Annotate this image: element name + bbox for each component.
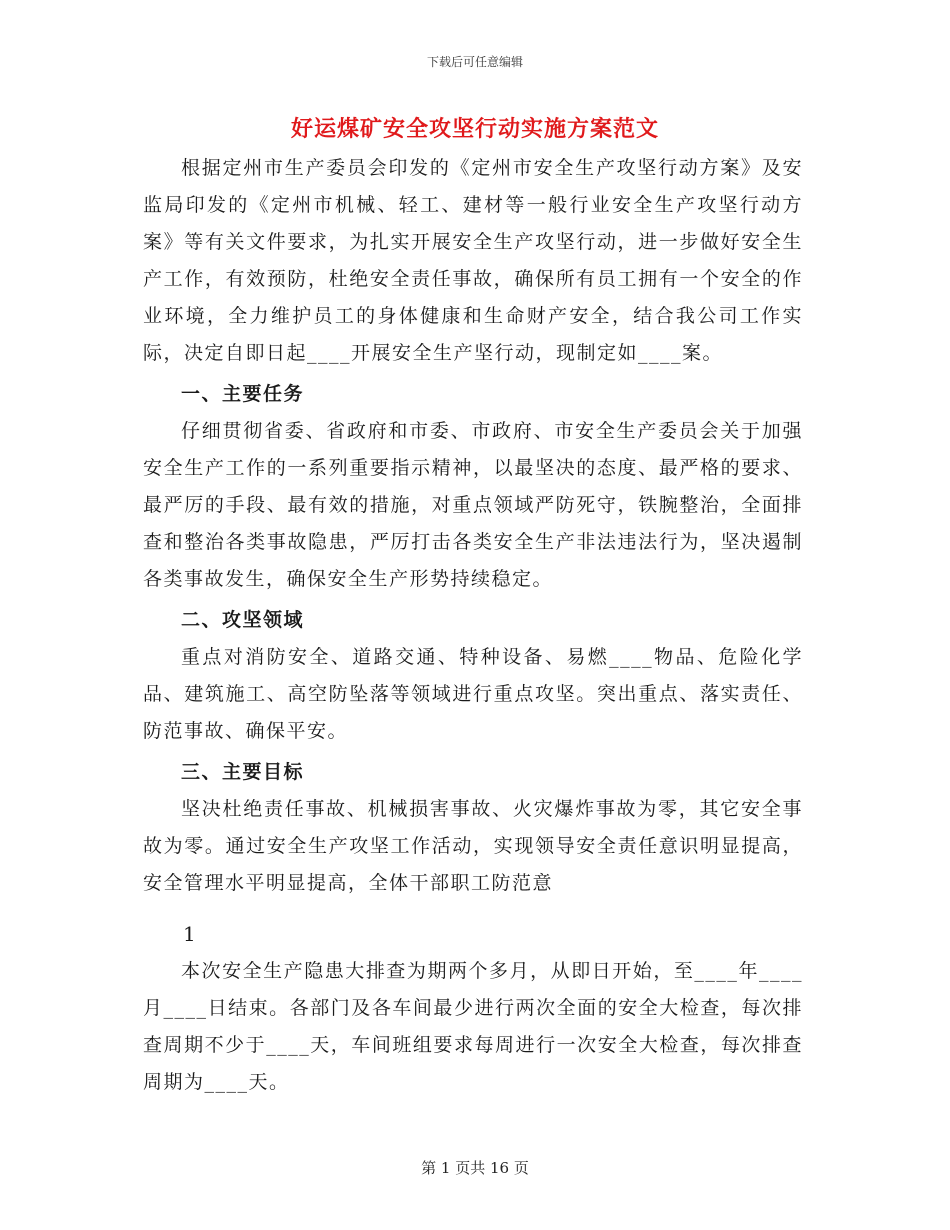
intro-paragraph: 根据定州市生产委员会印发的《定州市安全生产攻坚行动方案》及安监局印发的《定州市机械、轻工、建材等一般行业安全生产攻坚行动方案》等有关文件要求，为扎实开展安全生产攻坚行动，进一步做好安全生产工作，有效预防，杜绝安全责任事故，确保所有员工拥有一个安全的作业环境，全力维护员工的身体健康和生命财产安全，结合我公司工作实际，决定自即日起____开展安全生产坚行动，现制定如____案。 [143, 157, 803, 364]
page-footer: 第 1 页共 16 页 [421, 1159, 529, 1177]
header-note: 下载后可任意编辑 [426, 55, 523, 69]
page-marker: 1 [183, 922, 198, 946]
document-title: 好运煤矿安全攻坚行动实施方案范文 [290, 116, 659, 142]
section-text-fields: 重点对消防安全、道路交通、特种设备、易燃____物品、危险化学品、建筑施工、高空防坠落等领域进行重点攻坚。突出重点、落实责任、防范事故、确保平安。 [143, 646, 803, 742]
section-heading-goals: 三、主要目标 [181, 761, 305, 783]
closing-paragraph: 本次安全生产隐患大排查为期两个多月，从即日开始，至____年____月____日结束。各部门及各车间最少进行两次全面的安全大检查，每次排查周期不少于____天，车间班组要求每周进行一次安全大检查，每次排查周期为____天。 [143, 960, 803, 1093]
section-heading-tasks: 一、主要任务 [181, 383, 305, 405]
section-text-goals: 坚决杜绝责任事故、机械损害事故、火灾爆炸事故为零，其它安全事故为零。通过安全生产攻坚工作活动，实现领导安全责任意识明显提高，安全管理水平明显提高，全体干部职工防范意 [143, 798, 803, 894]
section-heading-fields: 二、攻坚领域 [181, 609, 305, 631]
document-body [143, 150, 803, 1101]
section-text-tasks: 仔细贯彻省委、省政府和市委、市政府、市安全生产委员会关于加强安全生产工作的一系列重要指示精神，以最坚决的态度、最严格的要求、最严厉的手段、最有效的措施，对重点领域严防死守，铁腕整治，全面排查和整治各类事故隐患，严厉打击各类安全生产非法违法行为，坚决遏制各类事故发生，确保安全生产形势持续稳定。 [143, 420, 803, 590]
